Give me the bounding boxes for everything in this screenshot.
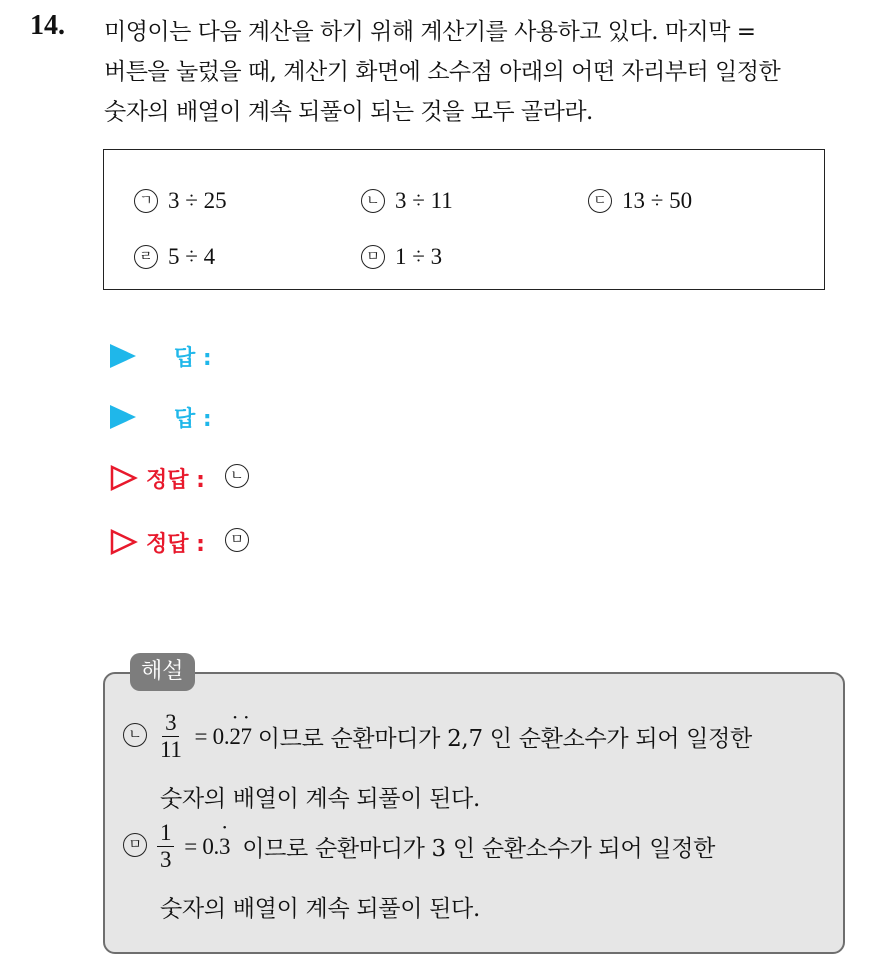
circled-mark: ㅁ: [123, 833, 147, 857]
question-line: 버튼을 눌렀을 때, 계산기 화면에 소수점 아래의 어떤 자리부터 일정한: [104, 59, 781, 85]
fraction-denominator: 11: [160, 737, 182, 762]
choice-2: [361, 188, 453, 215]
circled-mark: ㅁ: [225, 528, 249, 552]
choice-expression: 3 ÷ 25: [168, 188, 227, 213]
circled-mark: ㄴ: [361, 189, 385, 213]
solution-box: [103, 672, 845, 954]
correct-label: 정답 :: [146, 467, 205, 493]
fraction-numerator: 1: [157, 820, 174, 847]
choice-3: [588, 188, 692, 215]
question-number: 14.: [30, 10, 65, 41]
question-line: 숫자의 배열이 계속 되풀이 되는 것을 모두 골라라.: [104, 99, 593, 125]
solution-tab: 해설: [130, 653, 195, 691]
solution-item-1-cont: 숫자의 배열이 계속 되풀이 된다.: [160, 786, 480, 812]
correct-label: 정답 :: [146, 531, 205, 557]
choice-1: [134, 188, 227, 215]
repeating-digit: • 7: [241, 724, 252, 750]
triangle-outline-icon: [110, 465, 138, 491]
circled-mark: ㄱ: [134, 189, 158, 213]
circled-mark: ㅁ: [361, 245, 385, 269]
play-triangle-icon: [110, 344, 136, 368]
answer-row-1: [110, 339, 212, 373]
choice-expression: 1 ÷ 3: [395, 244, 443, 269]
circled-mark: ㄴ: [225, 464, 249, 488]
play-triangle-icon: [110, 405, 136, 429]
question-line: 미영이는 다음 계산을 하기 위해 계산기를 사용하고 있다. 마지막 =: [104, 19, 756, 45]
choice-expression: 3 ÷ 11: [395, 188, 453, 213]
choice-expression: 13 ÷ 50: [622, 188, 693, 213]
correct-value: [225, 530, 249, 554]
circled-mark: ㄷ: [588, 189, 612, 213]
question-text: [104, 12, 864, 132]
equals-decimal: = 0.: [194, 723, 230, 749]
repeating-digit: • 3: [219, 834, 230, 860]
circled-mark: ㄴ: [123, 723, 147, 747]
choices-box: [103, 149, 825, 290]
correct-row-2: [110, 525, 249, 559]
fraction: [157, 710, 185, 763]
choice-expression: 5 ÷ 4: [168, 244, 216, 269]
answer-label: 답 :: [174, 406, 212, 432]
solution-text: 이므로 순환마디가 2,7 인 순환소수가 되어 일정한: [257, 726, 752, 752]
correct-value: [225, 466, 249, 490]
solution-item-1: [123, 710, 752, 763]
choice-5: [361, 244, 442, 271]
answer-row-2: [110, 400, 212, 434]
fraction: [157, 820, 174, 873]
fraction-denominator: 3: [160, 847, 172, 872]
solution-item-2: [123, 820, 715, 873]
choice-4: [134, 244, 215, 271]
solution-item-2-cont: 숫자의 배열이 계속 되풀이 된다.: [160, 896, 480, 922]
correct-row-1: [110, 461, 249, 495]
fraction-numerator: 3: [162, 710, 179, 737]
solution-text: 이므로 순환마디가 3 인 순환소수가 되어 일정한: [242, 836, 716, 862]
circled-mark: ㄹ: [134, 245, 158, 269]
answer-label: 답 :: [174, 345, 212, 371]
triangle-outline-icon: [110, 529, 138, 555]
equals-decimal: = 0.: [184, 833, 219, 859]
repeating-digit: • 2: [229, 724, 240, 750]
